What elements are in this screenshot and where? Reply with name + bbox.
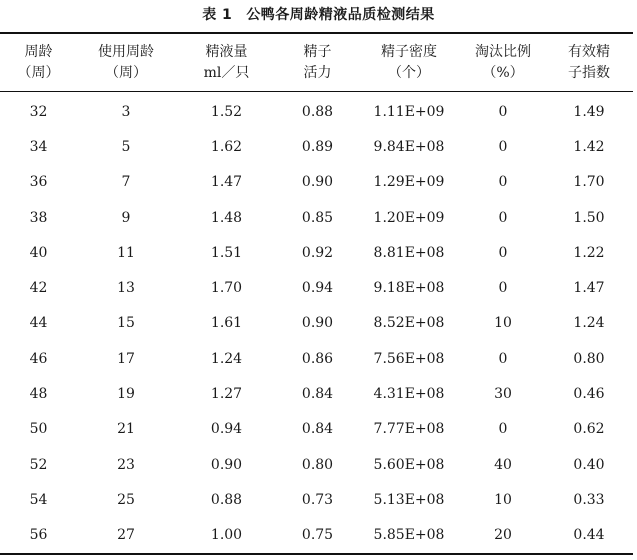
- table-caption-label: 表 1: [202, 7, 233, 23]
- cell-effective-sperm-index: 0.44: [573, 527, 605, 544]
- cell-week-age: 42: [29, 280, 48, 297]
- table-row: [0, 270, 633, 305]
- cell-use-weeks: 19: [117, 386, 135, 403]
- cell-sperm-motility: 0.90: [301, 174, 334, 191]
- cell-use-weeks: 25: [117, 491, 135, 508]
- cell-cull-ratio: 30: [494, 386, 512, 403]
- cell-week-age: 32: [29, 103, 48, 120]
- cell-effective-sperm-index: 0.80: [573, 350, 605, 367]
- cell-effective-sperm-index: 1.24: [573, 315, 605, 332]
- cell-effective-sperm-index: 0.62: [573, 421, 605, 438]
- cell-use-weeks: 23: [117, 456, 135, 473]
- table-header: [0, 33, 633, 92]
- table-row: [0, 129, 633, 164]
- cell-effective-sperm-index: 0.33: [573, 491, 605, 508]
- table-row: [0, 165, 633, 200]
- table-row: [0, 482, 633, 517]
- table-caption-title: 公鸭各周龄精液品质检测结果: [246, 7, 435, 23]
- cell-cull-ratio: 10: [494, 315, 512, 332]
- cell-week-age: 36: [29, 174, 48, 191]
- cell-sperm-density: 5.60E+08: [373, 456, 445, 473]
- cell-effective-sperm-index: 1.49: [573, 103, 605, 120]
- cell-semen-volume: 1.61: [210, 315, 243, 332]
- cell-effective-sperm-index: 0.40: [573, 456, 605, 473]
- cell-sperm-density: 5.85E+08: [373, 527, 445, 544]
- table-row: [0, 235, 633, 270]
- cell-use-weeks: 3: [121, 103, 131, 120]
- cell-cull-ratio: 0: [498, 421, 508, 438]
- cell-cull-ratio: 0: [498, 209, 508, 226]
- cell-sperm-density: 1.20E+09: [373, 209, 445, 226]
- table-row: [0, 518, 633, 554]
- cell-effective-sperm-index: 1.22: [573, 244, 605, 261]
- cell-sperm-density: 4.31E+08: [373, 386, 445, 403]
- cell-week-age: 34: [29, 138, 48, 155]
- cell-week-age: 44: [29, 315, 48, 332]
- header-sperm-motility: 精子 活力: [303, 43, 332, 81]
- table-row: [0, 92, 633, 130]
- cell-sperm-density: 7.56E+08: [373, 350, 445, 367]
- cell-sperm-motility: 0.90: [301, 315, 334, 332]
- cell-sperm-density: 7.77E+08: [373, 421, 445, 438]
- cell-week-age: 52: [29, 456, 48, 473]
- cell-effective-sperm-index: 1.47: [573, 280, 605, 297]
- cell-week-age: 46: [29, 350, 48, 367]
- table-row: [0, 306, 633, 341]
- cell-semen-volume: 1.47: [210, 174, 243, 191]
- cell-sperm-motility: 0.84: [301, 421, 334, 438]
- cell-sperm-motility: 0.85: [301, 209, 334, 226]
- cell-semen-volume: 1.00: [210, 527, 243, 544]
- table-row: [0, 412, 633, 447]
- cell-semen-volume: 1.27: [210, 386, 243, 403]
- cell-week-age: 56: [29, 527, 48, 544]
- cell-sperm-density: 1.11E+09: [373, 103, 445, 120]
- cell-cull-ratio: 0: [498, 174, 508, 191]
- cell-sperm-motility: 0.92: [301, 244, 334, 261]
- cell-effective-sperm-index: 0.46: [573, 386, 605, 403]
- cell-week-age: 40: [29, 244, 48, 261]
- cell-sperm-density: 9.84E+08: [373, 138, 445, 155]
- cell-use-weeks: 11: [117, 244, 135, 261]
- cell-semen-volume: 1.52: [210, 103, 243, 120]
- header-semen-volume: 精液量 ml／只: [203, 43, 250, 81]
- header-cull-ratio: 淘汰比例 （%）: [475, 43, 531, 81]
- cell-cull-ratio: 20: [494, 527, 512, 544]
- cell-semen-volume: 0.88: [210, 491, 243, 508]
- cell-sperm-motility: 0.86: [301, 350, 334, 367]
- cell-use-weeks: 15: [117, 315, 135, 332]
- header-use-weeks: 使用周龄 （周）: [98, 43, 154, 81]
- table-row: [0, 341, 633, 376]
- cell-use-weeks: 17: [117, 350, 135, 367]
- cell-sperm-density: 9.18E+08: [373, 280, 445, 297]
- cell-sperm-motility: 0.94: [301, 280, 334, 297]
- cell-use-weeks: 5: [121, 138, 131, 155]
- cell-semen-volume: 1.24: [210, 350, 243, 367]
- table-caption: [0, 4, 637, 26]
- cell-sperm-motility: 0.88: [301, 103, 334, 120]
- table-body: [0, 92, 633, 554]
- cell-week-age: 54: [29, 491, 48, 508]
- cell-semen-volume: 0.90: [210, 456, 243, 473]
- cell-cull-ratio: 0: [498, 138, 508, 155]
- cell-sperm-motility: 0.84: [301, 386, 334, 403]
- cell-semen-volume: 1.70: [210, 280, 243, 297]
- cell-cull-ratio: 0: [498, 244, 508, 261]
- cell-sperm-density: 8.81E+08: [373, 244, 445, 261]
- cell-cull-ratio: 0: [498, 280, 508, 297]
- cell-sperm-motility: 0.73: [301, 491, 334, 508]
- cell-use-weeks: 13: [117, 280, 135, 297]
- cell-effective-sperm-index: 1.70: [573, 174, 605, 191]
- header-effective-sperm-index: 有效精 子指数: [568, 43, 610, 81]
- table-row: [0, 200, 633, 235]
- cell-effective-sperm-index: 1.42: [573, 138, 605, 155]
- cell-semen-volume: 1.51: [210, 244, 243, 261]
- cell-cull-ratio: 10: [494, 491, 512, 508]
- cell-week-age: 38: [29, 209, 48, 226]
- cell-cull-ratio: 0: [498, 103, 508, 120]
- cell-sperm-density: 8.52E+08: [373, 315, 445, 332]
- cell-semen-volume: 1.48: [210, 209, 243, 226]
- cell-effective-sperm-index: 1.50: [573, 209, 605, 226]
- header-row: [0, 33, 633, 92]
- cell-sperm-motility: 0.89: [301, 138, 334, 155]
- header-week-age: 周龄 （周）: [17, 43, 60, 81]
- cell-semen-volume: 1.62: [210, 138, 243, 155]
- table-row: [0, 447, 633, 482]
- cell-use-weeks: 27: [117, 527, 135, 544]
- cell-use-weeks: 9: [121, 209, 131, 226]
- cell-cull-ratio: 0: [498, 350, 508, 367]
- table-row: [0, 376, 633, 411]
- cell-week-age: 48: [29, 386, 48, 403]
- cell-sperm-density: 5.13E+08: [373, 491, 445, 508]
- cell-week-age: 50: [29, 421, 48, 438]
- cell-cull-ratio: 40: [494, 456, 512, 473]
- header-sperm-density: 精子密度 （个）: [381, 43, 437, 81]
- cell-use-weeks: 21: [117, 421, 135, 438]
- cell-sperm-motility: 0.75: [301, 527, 334, 544]
- cell-sperm-density: 1.29E+09: [373, 174, 445, 191]
- cell-sperm-motility: 0.80: [301, 456, 334, 473]
- results-table: [0, 32, 633, 555]
- cell-use-weeks: 7: [121, 174, 131, 191]
- cell-semen-volume: 0.94: [210, 421, 243, 438]
